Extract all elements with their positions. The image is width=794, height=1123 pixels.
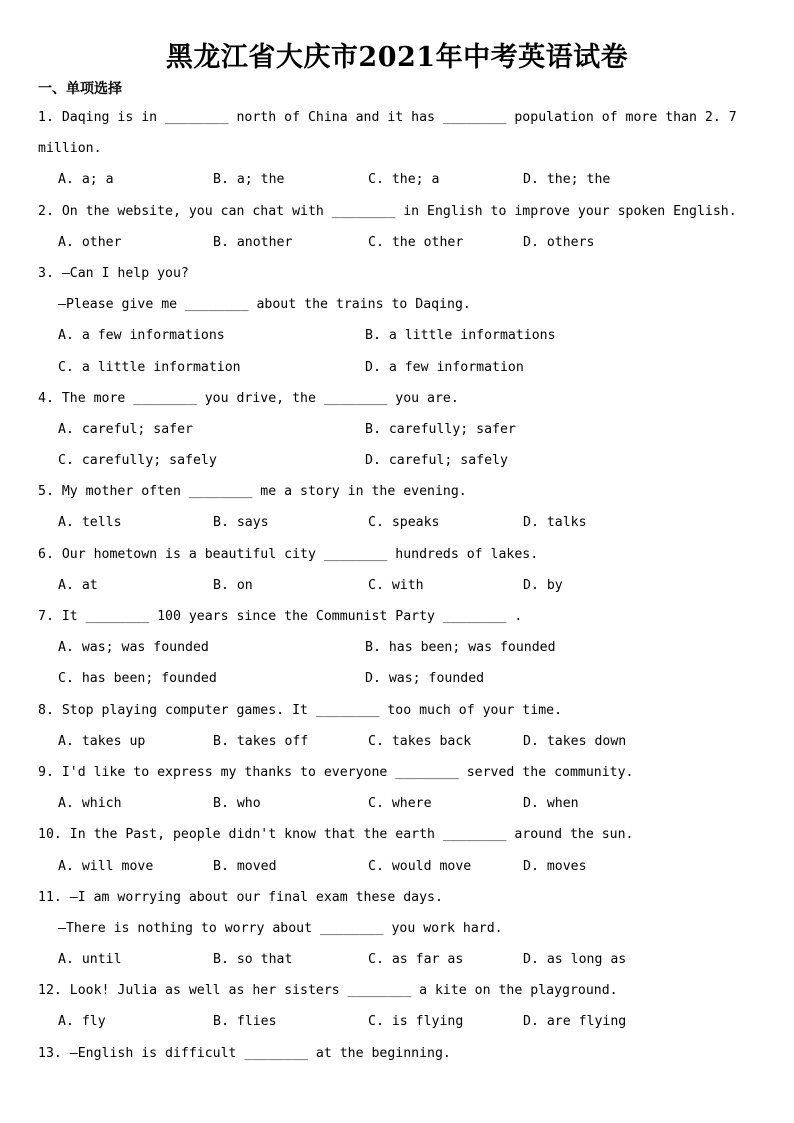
answer-option: C. carefully; safely: [58, 453, 217, 469]
question-stem: 10. In the Past, people didn't know that the earth ________ around the sun.: [38, 827, 634, 843]
answer-option: A. at: [58, 577, 98, 593]
answer-option: C. where: [368, 796, 432, 812]
answer-option: C. as far as: [368, 952, 464, 968]
option-row: [38, 663, 768, 694]
question-list: [38, 102, 768, 1069]
section-heading: 一、单项选择: [38, 81, 122, 97]
answer-option: D. takes down: [523, 733, 627, 749]
answer-option: B. so that: [213, 952, 293, 968]
answer-option: A. which: [58, 796, 122, 812]
question-line: million.: [38, 141, 102, 157]
answer-option: D. others: [523, 234, 595, 250]
question-stem: 8. Stop playing computer games. It ________ too much of your time.: [38, 702, 563, 718]
answer-option: A. tells: [58, 515, 122, 531]
answer-option: B. a; the: [213, 172, 285, 188]
question-stem: 5. My mother often ________ me a story in the evening.: [38, 484, 467, 500]
question-stem: 11. —I am worrying about our final exam these days.: [38, 889, 443, 905]
answer-option: A. other: [58, 234, 122, 250]
option-row: [38, 726, 768, 757]
option-row: [38, 227, 768, 258]
answer-option: D. a few information: [365, 359, 524, 375]
answer-option: A. fly: [58, 1014, 106, 1030]
answer-option: D. by: [523, 577, 563, 593]
option-row: [38, 507, 768, 538]
answer-option: B. takes off: [213, 733, 309, 749]
answer-option: D. are flying: [523, 1014, 627, 1030]
question-stem: 9. I'd like to express my thanks to everyone ________ served the community.: [38, 764, 634, 780]
answer-option: A. was; was founded: [58, 640, 209, 656]
question-line: —Please give me ________ about the trains to Daqing.: [58, 297, 471, 313]
question-stem: 3. —Can I help you?: [38, 265, 189, 281]
answer-option: B. moved: [213, 858, 277, 874]
question-stem: 1. Daqing is in ________ north of China and it has ________ population of more than 2. 7: [38, 110, 737, 125]
answer-option: B. carefully; safer: [365, 421, 516, 437]
answer-option: C. is flying: [368, 1014, 464, 1030]
option-row: [38, 632, 768, 663]
answer-option: A. careful; safer: [58, 421, 193, 437]
option-row: [38, 851, 768, 882]
question-stem: 12. Look! Julia as well as her sisters ________ a kite on the playground.: [38, 983, 618, 999]
option-row: [38, 320, 768, 351]
answer-option: B. who: [213, 796, 261, 812]
question-stem: 2. On the website, you can chat with ________ in English to improve your spoken English.: [38, 203, 737, 219]
answer-option: D. careful; safely: [365, 453, 508, 469]
answer-option: C. a little information: [58, 359, 241, 375]
answer-option: D. when: [523, 796, 579, 812]
answer-option: B. on: [213, 577, 253, 593]
answer-option: D. the; the: [523, 172, 611, 188]
option-row: [38, 570, 768, 601]
answer-option: B. flies: [213, 1014, 277, 1030]
answer-option: C. takes back: [368, 733, 472, 749]
answer-option: D. as long as: [523, 952, 627, 968]
answer-option: B. says: [213, 515, 269, 531]
option-row: [38, 445, 768, 476]
option-row: [38, 1006, 768, 1037]
option-row: [38, 414, 768, 445]
question-stem: 7. It ________ 100 years since the Communist Party ________ .: [38, 609, 523, 624]
question-stem: 13. —English is difficult ________ at the beginning.: [38, 1045, 451, 1061]
option-row: [38, 164, 768, 195]
answer-option: C. the; a: [368, 172, 440, 188]
answer-option: A. takes up: [58, 733, 146, 749]
answer-option: A. a; a: [58, 172, 114, 188]
answer-option: B. a little informations: [365, 328, 556, 344]
option-row: [38, 944, 768, 975]
answer-option: A. a few informations: [58, 328, 225, 344]
answer-option: C. the other: [368, 234, 464, 250]
page-title: 黑龙江省大庆市2021年中考英语试卷: [165, 42, 629, 73]
question-line: —There is nothing to worry about ________ you work hard.: [58, 920, 503, 936]
answer-option: B. another: [213, 234, 293, 250]
answer-option: C. has been; founded: [58, 671, 217, 687]
answer-option: C. speaks: [368, 515, 440, 531]
answer-option: C. would move: [368, 858, 472, 874]
question-stem: 4. The more ________ you drive, the ________ you are.: [38, 390, 459, 406]
answer-option: D. talks: [523, 515, 587, 531]
answer-option: B. has been; was founded: [365, 640, 556, 656]
answer-option: D. was; founded: [365, 671, 485, 687]
option-row: [38, 352, 768, 383]
answer-option: C. with: [368, 577, 424, 593]
option-row: [38, 788, 768, 819]
answer-option: A. will move: [58, 858, 154, 874]
answer-option: A. until: [58, 952, 122, 968]
question-stem: 6. Our hometown is a beautiful city ________ hundreds of lakes.: [38, 546, 539, 562]
answer-option: D. moves: [523, 858, 587, 874]
